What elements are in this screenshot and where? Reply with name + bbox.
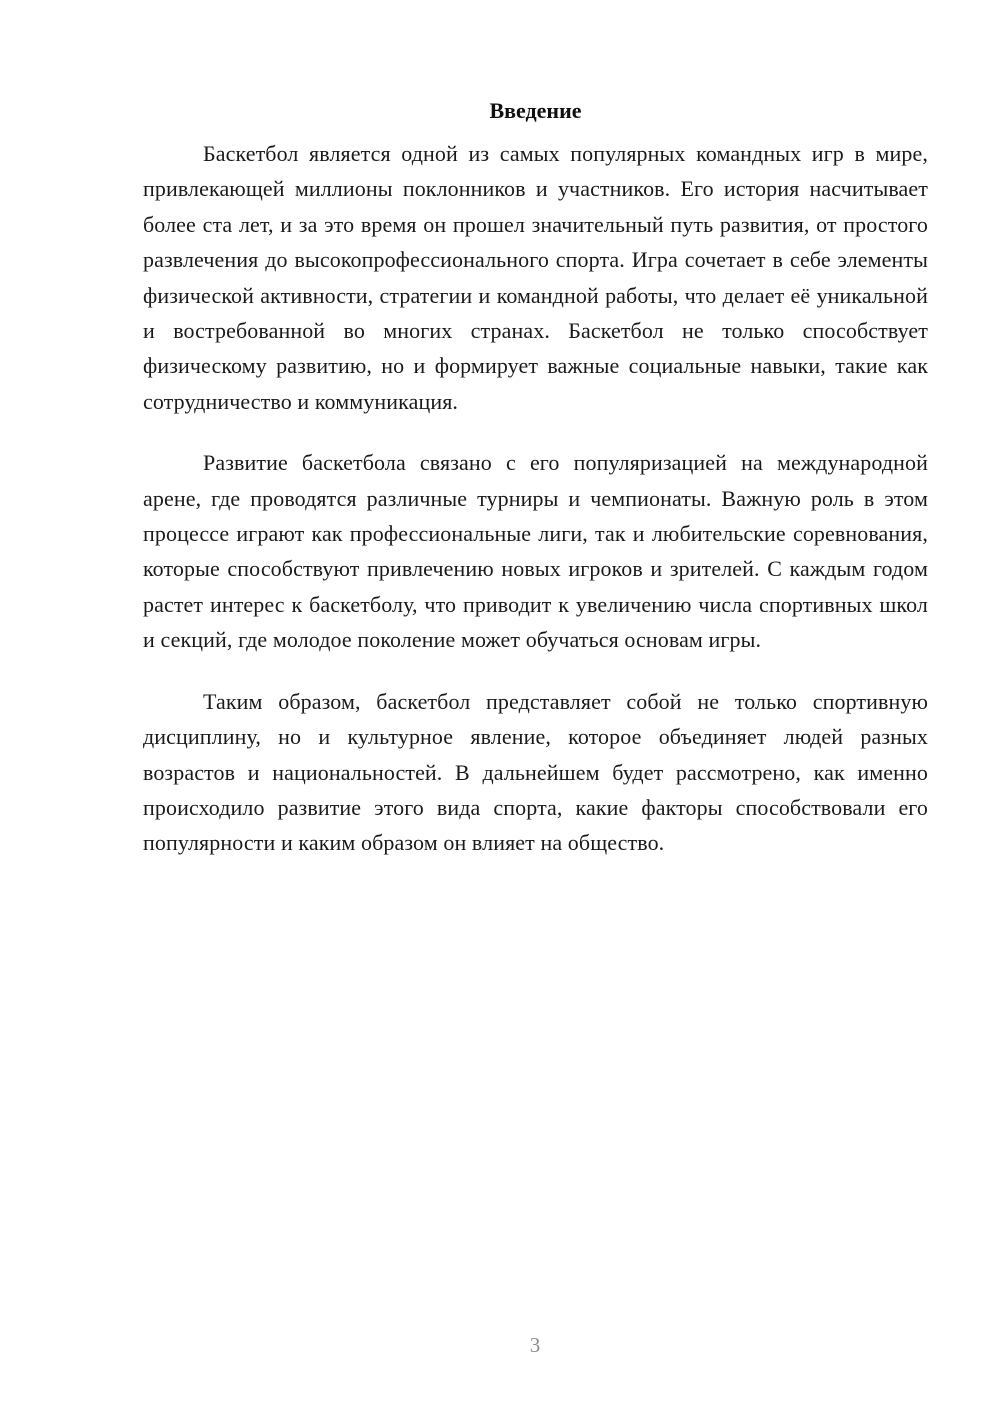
- paragraph-3: Таким образом, баскетбол представляет собой не только спортивную дисциплину, но и культурное явление, которое объединяет людей разных возрастов и национальностей. В дальнейшем будет рассмотрено, как именно происходило развитие этого вида спорта, какие факторы способствовали его популярности и каким образом он влияет на общество.: [143, 688, 928, 856]
- paragraph-2: Развитие баскетбола связано с его популяризацией на международной арене, где проводятся различные турниры и чемпионаты. Важную роль в этом процессе играют как профессиональные лиги, так и любительские соревнования, которые способствуют привлечению новых игроков и зрителей. С каждым годом растет интерес к баскетболу, что приводит к увеличению числа спортивных школ и секций, где молодое поколение может обучаться основам игры.: [143, 450, 928, 653]
- page-content: [143, 96, 928, 887]
- section-heading: Введение: [489, 98, 582, 123]
- paragraph-1: Баскетбол является одной из самых популярных командных игр в мире, привлекающей миллионы поклонников и участников. Его история насчитывает более ста лет, и за это время он прошел значительный путь развития, от простого развлечения до высокопрофессионального спорта. Игра сочетает в себе элементы физической активности, стратегии и командной работы, что делает её уникальной и востребованной во многих странах. Баскетбол не только способствует физическому развитию, но и формирует важные социальные навыки, такие как сотрудничество и коммуникация.: [143, 141, 928, 414]
- page-number: 3: [529, 1333, 541, 1357]
